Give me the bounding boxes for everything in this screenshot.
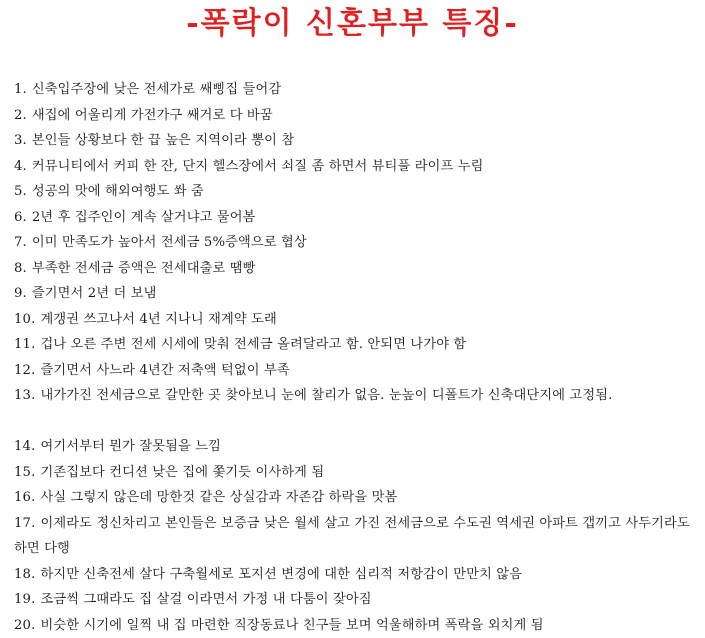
list-item: [14, 613, 702, 638]
item-text: 성공의 맛에 해외여행도 쏴 줌: [32, 184, 204, 199]
item-number: 13.: [14, 388, 35, 403]
list-item: [14, 281, 702, 307]
item-number: 14.: [14, 439, 35, 454]
item-number: 12.: [14, 363, 35, 378]
list-item: [14, 256, 702, 282]
item-text: 즐기면서 사느라 4년간 저축액 턱없이 부족: [40, 363, 289, 378]
item-text: 비슷한 시기에 일찍 내 집 마련한 직장동료나 친구들 보며 억울해하며 폭락을 외치게 됨: [40, 618, 543, 633]
list-item: [14, 511, 702, 562]
list-item: [14, 587, 702, 613]
item-number: 8.: [14, 261, 27, 276]
list-item: [14, 332, 702, 358]
item-text: 조금씩 그때라도 집 살걸 이라면서 가정 내 다툼이 잦아짐: [40, 592, 371, 607]
list-item: [14, 179, 702, 205]
list-item: [14, 383, 702, 434]
item-text: 신축입주장에 낮은 전세가로 쌔삥집 들어감: [32, 82, 281, 97]
list-item: [14, 128, 702, 154]
list-item: [14, 358, 702, 384]
item-text: 이미 만족도가 높아서 전세금 5%증액으로 협상: [32, 235, 307, 250]
item-text: 즐기면서 2년 더 보냄: [32, 286, 157, 301]
list-item: [14, 230, 702, 256]
page-title: -폭락이 신혼부부 특징-: [0, 4, 705, 44]
item-number: 6.: [14, 210, 27, 225]
item-number: 3.: [14, 133, 27, 148]
item-text: 하지만 신축전세 살다 구축월세로 포지션 변경에 대한 심리적 저항감이 만만치 않음: [40, 567, 522, 582]
item-text: 커뮤니티에서 커피 한 잔, 단지 헬스장에서 쇠질 좀 하면서 뷰티풀 라이프 누림: [32, 159, 484, 174]
item-text: 기존집보다 컨디션 낮은 집에 쫓기듯 이사하게 됨: [40, 465, 324, 480]
item-text: 새집에 어울리게 가전가구 쌔거로 다 바꿈: [32, 108, 273, 123]
item-number: 16.: [14, 490, 35, 505]
list-item: [14, 434, 702, 460]
item-text: 여기서부터 뭔가 잘못됨을 느낌: [40, 439, 221, 454]
list-item: [14, 485, 702, 511]
item-number: 2.: [14, 108, 27, 123]
item-number: 19.: [14, 592, 35, 607]
item-number: 4.: [14, 159, 27, 174]
list-item: [14, 77, 702, 103]
item-text: 본인들 상황보다 한 끕 높은 지역이라 뽕이 참: [32, 133, 294, 148]
item-text: 2년 후 집주인이 계속 살거냐고 물어봄: [32, 210, 256, 225]
list-item: [14, 562, 702, 588]
item-number: 20.: [14, 618, 35, 633]
list-item: [14, 103, 702, 129]
item-text: 계갱권 쓰고나서 4년 지나니 재계약 도래: [40, 312, 276, 327]
item-text: 겁나 오른 주변 전세 시세에 맞춰 전세금 올려달라고 함. 안되면 나가야 함: [40, 337, 466, 352]
item-number: 10.: [14, 312, 35, 327]
list-item: [14, 205, 702, 231]
feature-list: [14, 77, 702, 638]
item-text: 사실 그렇지 않은데 망한것 같은 상실감과 자존감 하락을 맛봄: [40, 490, 397, 505]
item-text: 이제라도 정신차리고 본인들은 보증금 낮은 월세 살고 가진 전세금으로 수도권 역세권 아파트 갭끼고 사두기라도 하면 다행: [14, 516, 690, 557]
item-number: 7.: [14, 235, 27, 250]
item-number: 15.: [14, 465, 35, 480]
item-number: 18.: [14, 567, 35, 582]
list-item: [14, 460, 702, 486]
item-text: 부족한 전세금 증액은 전세대출로 땜빵: [32, 261, 256, 276]
list-item: [14, 154, 702, 180]
item-number: 5.: [14, 184, 27, 199]
item-number: 11.: [14, 337, 35, 352]
item-number: 17.: [14, 516, 35, 531]
item-text: 내가가진 전세금으로 갈만한 곳 찾아보니 눈에 찰리가 없음. 눈높이 디폴트가 신축대단지에 고정됨.: [40, 388, 612, 403]
item-number: 9.: [14, 286, 27, 301]
list-item: [14, 307, 702, 333]
item-number: 1.: [14, 82, 27, 97]
